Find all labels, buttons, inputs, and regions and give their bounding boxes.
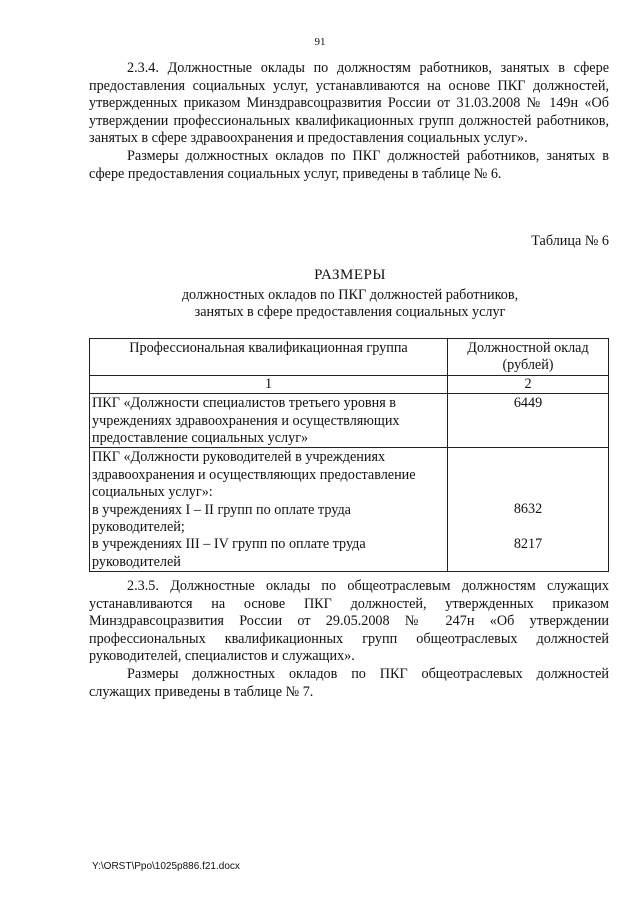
paragraph-table7-intro: Размеры должностных окладов по ПКГ общеотраслевых должностей служащих приведены в таблице № 7.	[89, 665, 609, 700]
table-subtitle-line2: занятых в сфере предоставления социальных услуг	[194, 304, 506, 320]
row-group-name: ПКГ «Должности специалистов третьего уровня в учреждениях здравоохранения и осуществляющих предоставление социальных услуг»	[90, 394, 448, 448]
row-salary-value: 6449	[448, 394, 609, 448]
row-subgroup-1: в учреждениях I – II групп по оплате труда руководителей;	[92, 501, 351, 536]
header-qualification-group: Профессиональная квалификационная группа	[90, 339, 448, 376]
page-number: 91	[314, 36, 326, 48]
table-header-row	[90, 339, 609, 376]
table-row	[90, 394, 609, 448]
file-path-footer: Y:\ORST\Ppo\1025p886.f21.docx	[92, 861, 240, 872]
paragraph-table6-intro: Размеры должностных окладов по ПКГ должностей работников, занятых в сфере предоставления социальных услуг, приведены в таблице № 6.	[89, 147, 609, 182]
column-number-2: 2	[448, 375, 609, 393]
row-salary-value-1: 8632	[513, 501, 543, 518]
table-row	[90, 448, 609, 572]
table-numbering-row	[90, 375, 609, 393]
paragraph-2-3-4: 2.3.4. Должностные оклады по должностям работников, занятых в сфере предоставления социальных услуг, устанавливаются на основе ПКГ должностей, утвержденных приказом Минздравсоцразвития России от 31.03.2008 № 149н «Об утверждении профессиональных квалификационных групп должностей работников, занятых в сфере здравоохранения и предоставления социальных услуг».	[89, 60, 609, 147]
row-group-name	[90, 448, 448, 572]
section-2-3-5	[89, 578, 609, 701]
row-salary-values	[448, 448, 609, 572]
paragraph-2-3-5: 2.3.5. Должностные оклады по общеотраслевым должностям служащих устанавливаются на основе ПКГ должностей, утвержденных приказом Минздравсоцразвития России от 29.05.2008 № 247н «Об утверждении профессиональных квалификационных групп общеотраслевых должностей руководителей, специалистов и служащих».	[89, 578, 609, 665]
table-title: РАЗМЕРЫ	[314, 267, 386, 283]
section-2-3-4	[89, 60, 609, 183]
row-group-intro: ПКГ «Должности руководителей в учреждениях здравоохранения и осуществляющих предоставление социальных услуг»:	[92, 449, 416, 501]
row-subgroup-2: в учреждениях III – IV групп по оплате труда руководителей	[92, 536, 366, 570]
row-salary-value-2: 8217	[513, 535, 543, 552]
header-salary: Должностной оклад (рублей)	[448, 339, 609, 376]
table-label: Таблица № 6	[531, 233, 609, 249]
salary-table	[89, 338, 609, 572]
table-subtitle-line1: должностных окладов по ПКГ должностей работников,	[181, 287, 519, 303]
column-number-1: 1	[90, 375, 448, 393]
